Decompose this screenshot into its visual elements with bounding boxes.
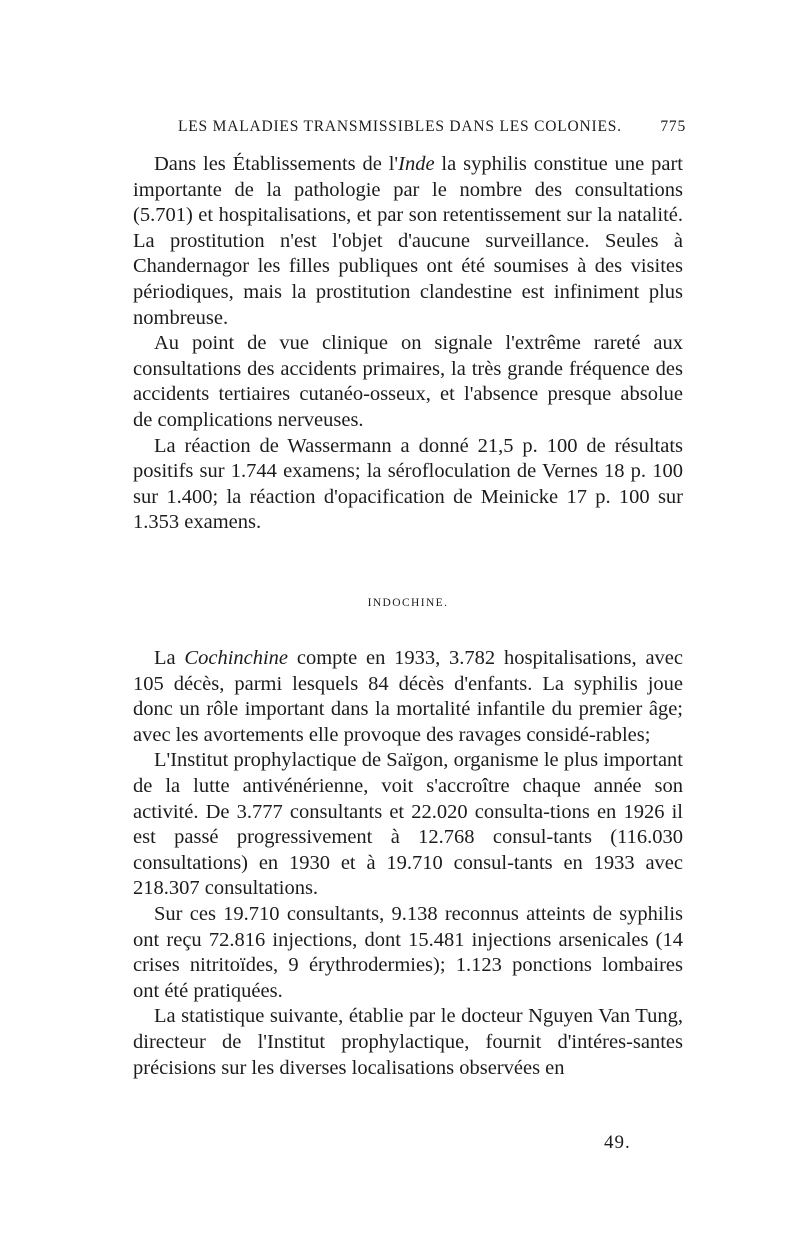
italic-place-name: Inde	[398, 153, 435, 175]
paragraph: La statistique suivante, établie par le docteur Nguyen Van Tung, directeur de l'Institut prophylactique, fournit d'intéres-santes précisions sur les diverses localisations observées en	[133, 1005, 683, 1079]
paragraph-text: Dans les Établissements de l'	[154, 153, 399, 175]
paragraph	[133, 646, 683, 748]
paragraph-text: La	[154, 647, 185, 669]
page-number: 775	[660, 118, 686, 135]
paragraph-text: compte en 1933, 3.782 hospitalisations, avec 105 décès, parmi lesquels 84 décès d'enfants. La syphilis joue donc un rôle important dans la mortalité infantile du premier âge; avec les avortements elle provoque des ravages considé-rables;	[133, 647, 683, 746]
paragraph	[133, 152, 683, 331]
paragraph-text: la syphilis constitue une part importante de la pathologie par le nombre des consultations (5.701) et hospitalisations, et par son retentissement sur la natalité. La prostitution n'est l'objet d'aucune surveillance. Seules à Chandernagor les filles publiques ont été soumises à des visites périodiques, mais la prostitution clandestine est infiniment plus nombreuse.	[133, 153, 683, 329]
section-title: INDOCHINE.	[367, 597, 449, 609]
running-title: LES MALADIES TRANSMISSIBLES DANS LES COLONIES.	[178, 118, 622, 135]
paragraph: La réaction de Wassermann a donné 21,5 p. 100 de résultats positifs sur 1.744 examens; la sérofloculation de Vernes 18 p. 100 sur 1.400; la réaction d'opacification de Meinicke 17 p. 100 sur 1.353 examens.	[133, 434, 683, 534]
signature-mark: 49.	[604, 1132, 631, 1153]
italic-place-name: Cochinchine	[184, 647, 289, 669]
paragraph: L'Institut prophylactique de Saïgon, organisme le plus important de la lutte antivénérienne, voit s'accroître chaque année son activité. De 3.777 consultants et 22.020 consulta-tions en 1926 il est passé progressivement à 12.768 consul-tants (116.030 consultations) en 1930 et à 19.710 consul-tants en 1933 avec 218.307 consultations.	[133, 749, 683, 900]
indochine-section	[133, 646, 683, 1081]
paragraph: Sur ces 19.710 consultants, 9.138 reconnus atteints de syphilis ont reçu 72.816 injections, dont 15.481 injections arsenicales (14 crises nitritoïdes, 9 érythrodermies); 1.123 ponctions lombaires ont été pratiquées.	[133, 902, 683, 1002]
running-header	[178, 118, 686, 136]
paragraph: Au point de vue clinique on signale l'extrême rareté aux consultations des accidents primaires, la très grande fréquence des accidents tertiaires cutanéo-osseux, et l'absence presque absolue de complications nerveuses.	[133, 332, 683, 431]
inde-section	[133, 152, 683, 536]
